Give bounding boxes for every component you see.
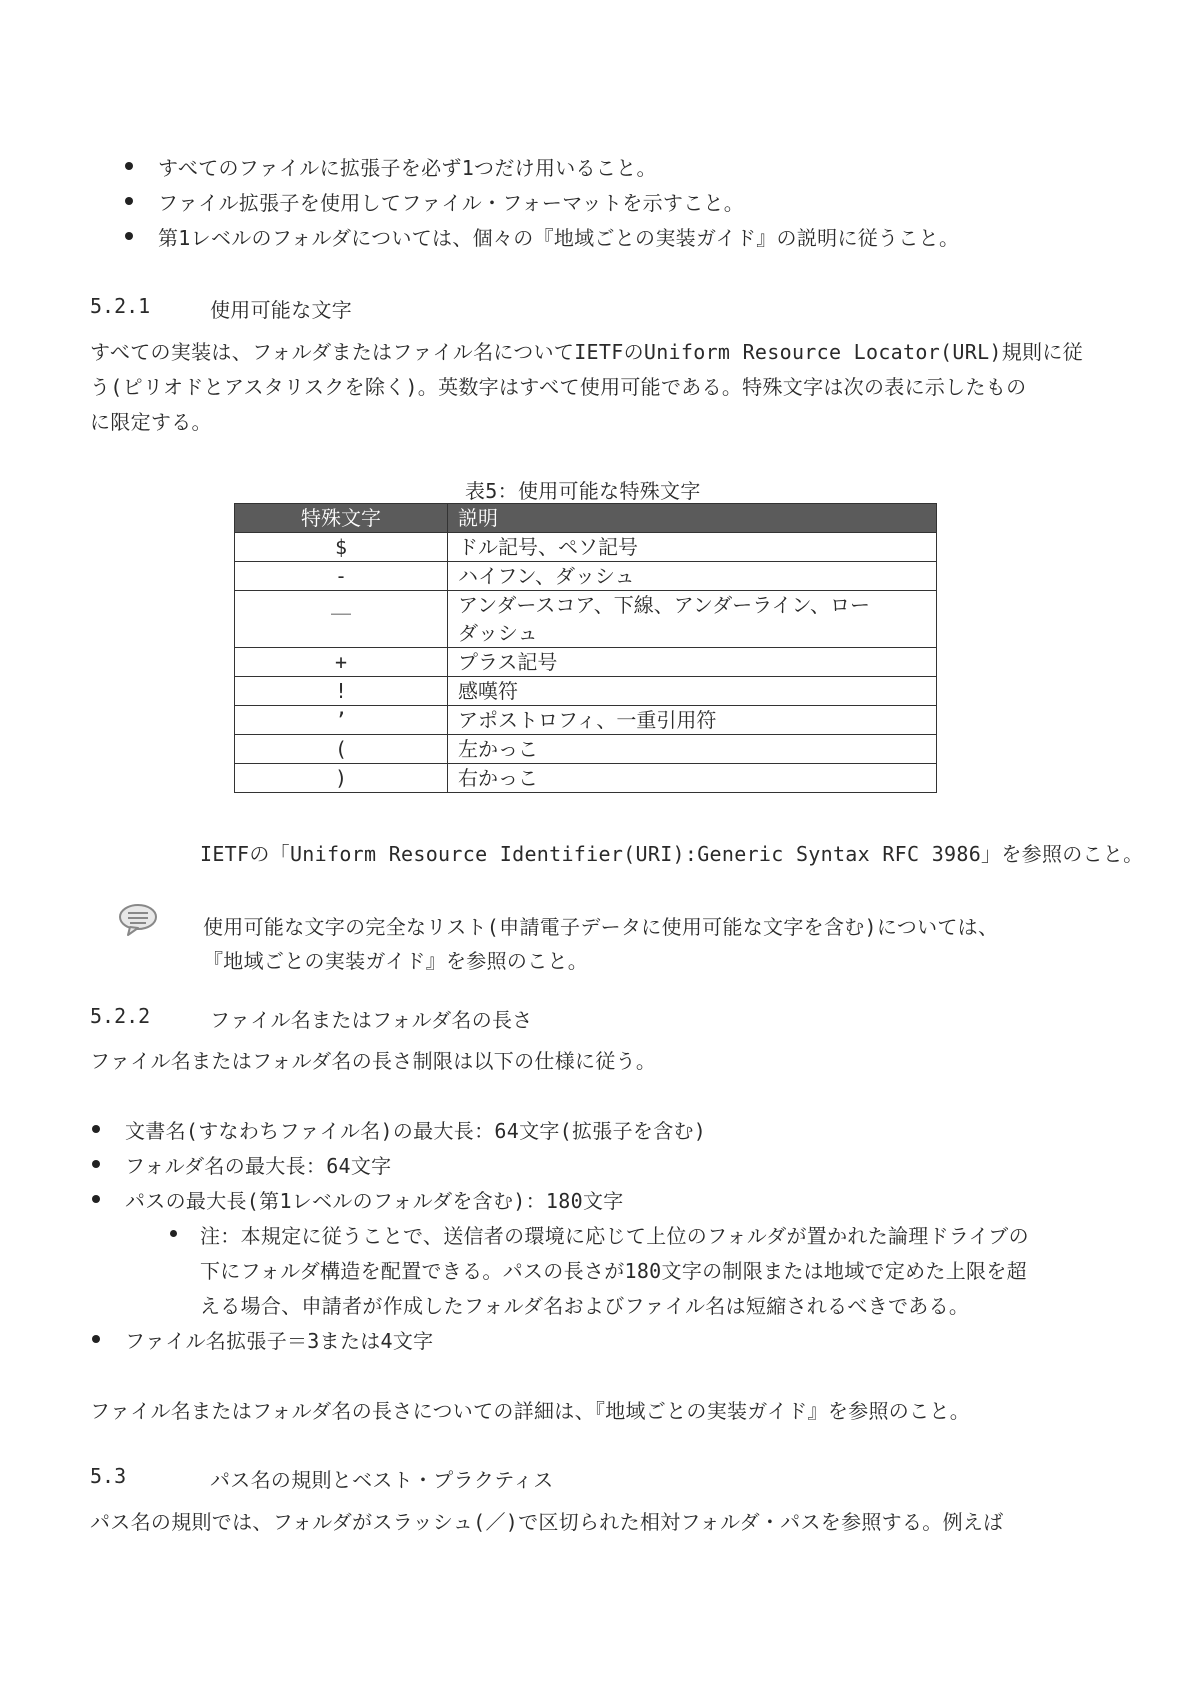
sub-note-line: える場合、申請者が作成したフォルダ名およびファイル名は短縮されるべきである。 <box>200 1294 970 1318</box>
list-item: ファイル名拡張子＝3または4文字 <box>125 1329 434 1353</box>
table-row <box>235 764 937 793</box>
bullet-icon <box>92 1195 100 1203</box>
sub-note-line: 下にフォルダ構造を配置できる。パスの長さが180文字の制限または地域で定めた上限を超 <box>200 1259 1027 1283</box>
desc-cell: アポストロフィ、一重引用符 <box>448 706 937 735</box>
list-item: すべてのファイルに拡張子を必ず1つだけ用いること。 <box>158 156 657 180</box>
table-row <box>235 735 937 764</box>
bullet-icon <box>125 197 133 205</box>
sub-bullet-icon <box>170 1230 177 1237</box>
paragraph-line: う(ピリオドとアスタリスクを除く)。英数字はすべて使用可能である。特殊文字は次の表に示したもの <box>90 375 1027 399</box>
section-intro: ファイル名またはフォルダ名の長さ制限は以下の仕様に従う。 <box>90 1049 657 1073</box>
reference-line: IETFの「Uniform Resource Identifier(URI):Generic Syntax RFC 3986」を参照のこと。 <box>200 842 1144 866</box>
desc-cell: ハイフン、ダッシュ <box>448 562 937 591</box>
section-number: 5.3 <box>90 1464 127 1488</box>
section-paragraph: パス名の規則では、フォルダがスラッシュ(／)で区切られた相対フォルダ・パスを参照する。例えば <box>90 1510 1004 1534</box>
desc-cell: ドル記号、ペソ記号 <box>448 533 937 562</box>
note-line: 使用可能な文字の完全なリスト(申請電子データに使用可能な文字を含む)については、 <box>203 915 999 939</box>
desc-cell: 左かっこ <box>448 735 937 764</box>
section-title: パス名の規則とベスト・プラクティス <box>210 1468 554 1492</box>
bullet-icon <box>125 162 133 170</box>
paragraph-line: に限定する。 <box>90 410 212 434</box>
table-row <box>235 706 937 735</box>
desc-cell <box>448 591 937 648</box>
table-row <box>235 677 937 706</box>
section-number: 5.2.1 <box>90 294 151 318</box>
special-characters-table <box>234 503 937 793</box>
char-cell: - <box>235 562 448 591</box>
char-cell: ( <box>235 735 448 764</box>
char-cell: ! <box>235 677 448 706</box>
desc-line: アンダースコア、下線、アンダーライン、ロー <box>458 593 870 617</box>
desc-cell: 右かっこ <box>448 764 937 793</box>
column-header: 説明 <box>448 504 937 533</box>
closing-paragraph: ファイル名またはフォルダ名の長さについての詳細は、『地域ごとの実装ガイド』を参照のこと。 <box>90 1399 970 1423</box>
bullet-icon <box>92 1160 100 1168</box>
section-number: 5.2.2 <box>90 1004 151 1028</box>
table-caption: 表5：使用可能な特殊文字 <box>465 479 701 503</box>
list-item: フォルダ名の最大長：64文字 <box>125 1154 392 1178</box>
list-item: パスの最大長(第1レベルのフォルダを含む)：180文字 <box>125 1189 624 1213</box>
sub-note-line: 注：本規定に従うことで、送信者の環境に応じて上位のフォルダが置かれた論理ドライブの <box>200 1224 1029 1248</box>
table-row <box>235 591 937 648</box>
section-title: ファイル名またはフォルダ名の長さ <box>210 1008 533 1032</box>
char-cell: + <box>235 648 448 677</box>
section-title: 使用可能な文字 <box>210 298 353 322</box>
column-header: 特殊文字 <box>235 504 448 533</box>
char-cell: $ <box>235 533 448 562</box>
table-row <box>235 562 937 591</box>
char-cell: ) <box>235 764 448 793</box>
list-item: 第1レベルのフォルダについては、個々の『地域ごとの実装ガイド』の説明に従うこと。 <box>158 226 960 250</box>
table-header-row <box>235 504 937 533</box>
note-line: 『地域ごとの実装ガイド』を参照のこと。 <box>203 949 589 973</box>
desc-line: ダッシュ <box>458 621 538 645</box>
desc-cell: 感嘆符 <box>448 677 937 706</box>
speech-bubble-icon <box>118 902 160 942</box>
list-item: ファイル拡張子を使用してファイル・フォーマットを示すこと。 <box>158 191 745 215</box>
table-row <box>235 648 937 677</box>
list-item: 文書名(すなわちファイル名)の最大長：64文字(拡張子を含む) <box>125 1119 707 1143</box>
bullet-icon <box>125 232 133 240</box>
char-cell: ＿ <box>235 591 448 648</box>
bullet-icon <box>92 1335 100 1343</box>
desc-cell: プラス記号 <box>448 648 937 677</box>
bullet-icon <box>92 1125 100 1133</box>
char-cell: ’ <box>235 706 448 735</box>
paragraph-line: すべての実装は、フォルダまたはファイル名についてIETFのUniform Resource Locator(URL)規則に従 <box>90 340 1083 364</box>
table-row <box>235 533 937 562</box>
